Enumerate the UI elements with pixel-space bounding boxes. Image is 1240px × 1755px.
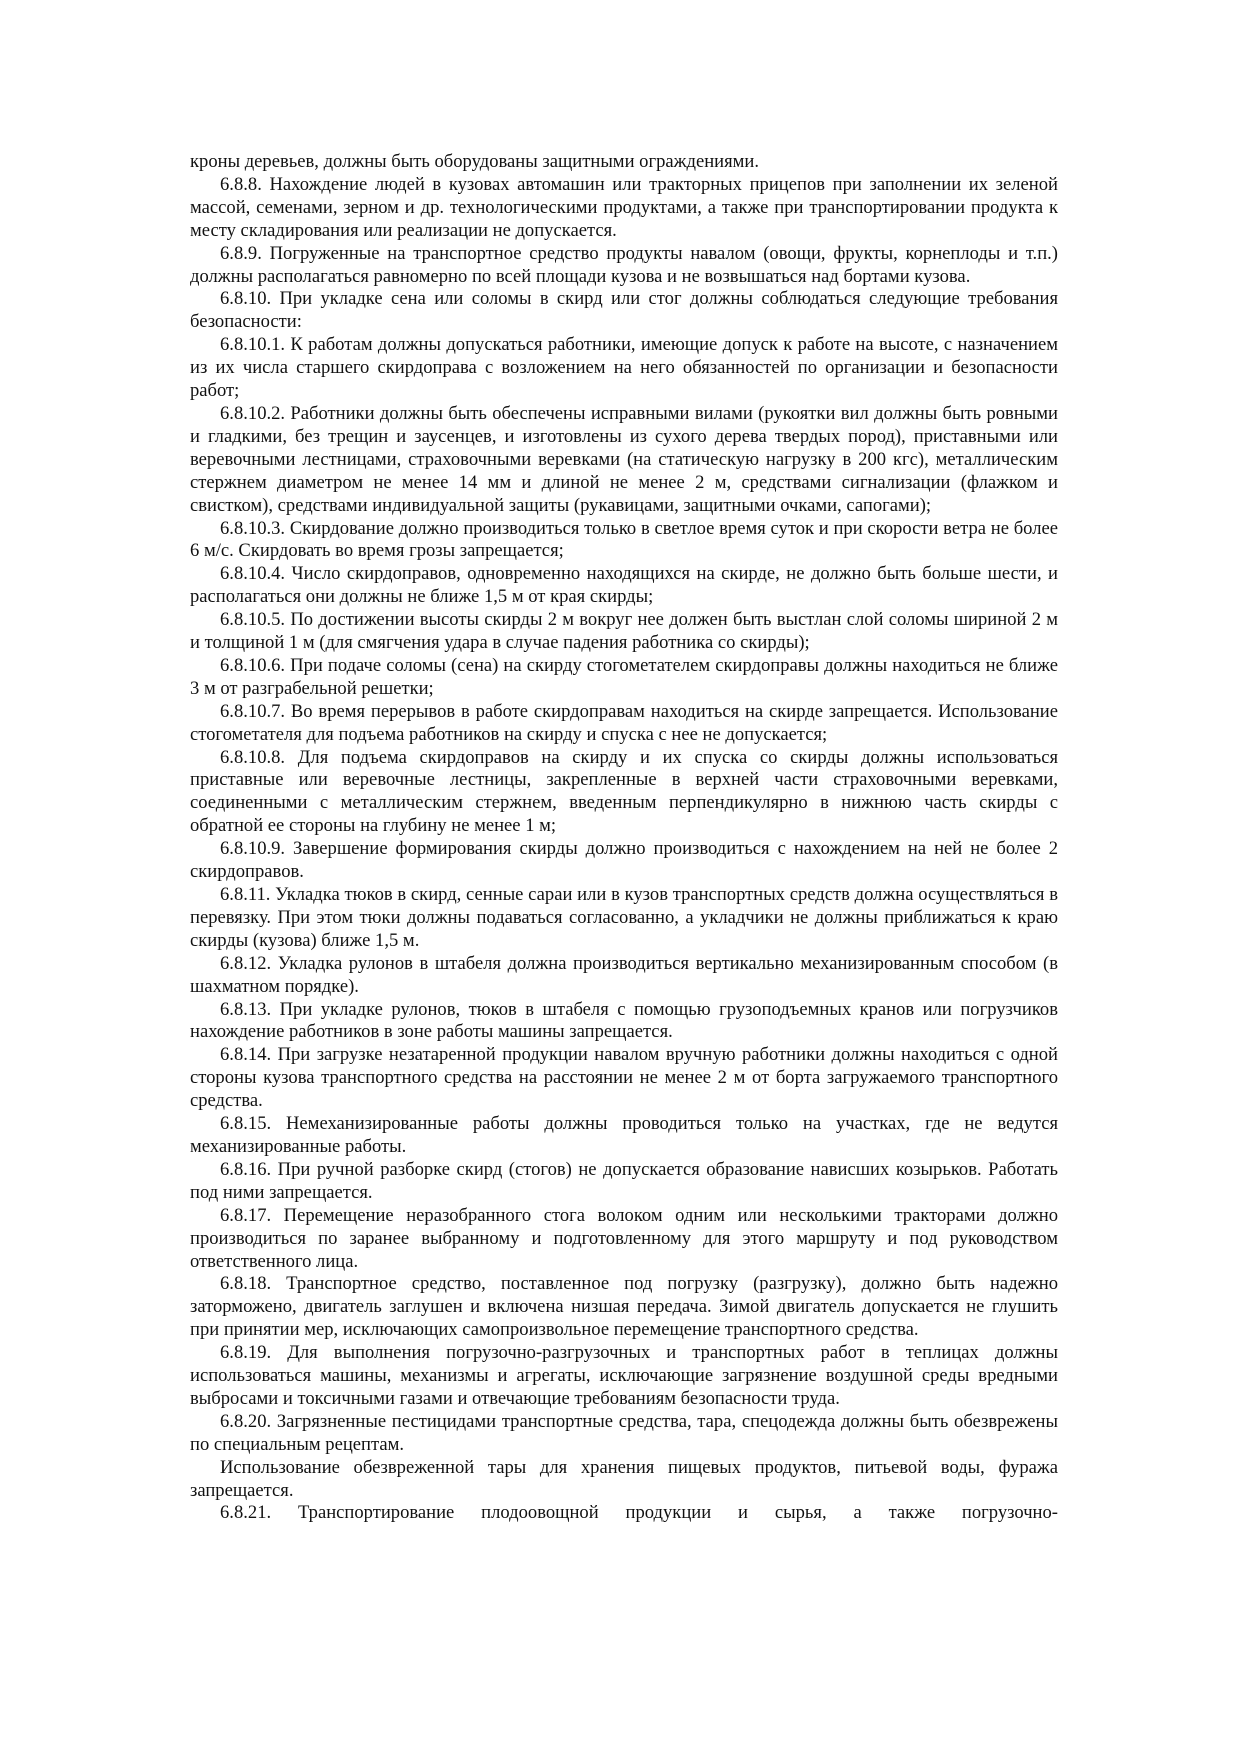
paragraph-6-8-11: 6.8.11. Укладка тюков в скирд, сенные сараи или в кузов транспортных средств должна осуществляться в перевязку. При этом тюки должны подаваться согласованно, а укладчики не должны приближаться к краю скирды (кузова) ближе 1,5 м. — [190, 884, 1058, 951]
paragraph-6-8-20: 6.8.20. Загрязненные пестицидами транспортные средства, тара, спецодежда должны быть обезврежены по специальным рецептам. — [190, 1410, 1058, 1455]
paragraph-6-8-15: 6.8.15. Немеханизированные работы должны проводиться только на участках, где не ведутся механизированные работы. — [190, 1113, 1058, 1157]
paragraph-6-8-10-8: 6.8.10.8. Для подъема скирдоправов на скирду и их спуска со скирды должны использоваться приставные или веревочные лестницы, закрепленные в верхней части страховочными веревками, соединенными с металлическим стержнем, введенным перпендикулярно в нижнюю часть скирды с обратной ее стороны на глубину не менее 1 м; — [190, 746, 1058, 837]
paragraph-6-8-18: 6.8.18. Транспортное средство, поставленное под погрузку (разгрузку), должно быть надежно заторможено, двигатель заглушен и включена низшая передача. Зимой двигатель допускается не глушить при принятии мер, исключающих самопроизвольное перемещение транспортного средства. — [190, 1273, 1058, 1341]
paragraph-6-8-8: 6.8.8. Нахождение людей в кузовах автомашин или тракторных прицепов при заполнении их зеленой массой, семенами, зерном и др. технологическими продуктами, а также при транспортировании продукта к месту складирования или реализации не допускается. — [190, 173, 1058, 241]
paragraph-6-8-10-1: 6.8.10.1. К работам должны допускаться работники, имеющие допуск к работе на высоте, с назначением из их числа старшего скирдоправа с возложением на него обязанностей по организации и безопасности работ; — [190, 334, 1058, 402]
paragraph-6-8-10-3: 6.8.10.3. Скирдование должно производиться только в светлое время суток и при скорости ветра не более 6 м/с. Скирдовать во время грозы запрещается; — [190, 517, 1058, 562]
paragraph-6-8-16: 6.8.16. При ручной разборке скирд (стогов) не допускается образование нависших козырьков. Работать под ними запрещается. — [190, 1158, 1058, 1203]
document-page — [190, 151, 1058, 1525]
paragraph-6-8-17: 6.8.17. Перемещение неразобранного стога волоком одним или несколькими тракторами должно производиться по заранее выбранному и подготовленному для этого маршруту и под руководством ответственного лица. — [190, 1204, 1058, 1272]
paragraph-6-8-10-9: 6.8.10.9. Завершение формирования скирды должно производиться с нахождением на ней не более 2 скирдоправов. — [190, 838, 1058, 883]
paragraph: кроны деревьев, должны быть оборудованы защитными ограждениями. — [190, 151, 760, 172]
paragraph-6-8-10-7: 6.8.10.7. Во время перерывов в работе скирдоправам находиться на скирде запрещается. Использование стогометателя для подъема работников на скирду и спуска с нее не допускается; — [190, 700, 1058, 745]
paragraph-6-8-12: 6.8.12. Укладка рулонов в штабеля должна производиться вертикально механизированным способом (в шахматном порядке). — [190, 952, 1058, 997]
paragraph-6-8-10-5: 6.8.10.5. По достижении высоты скирды 2 м вокруг нее должен быть выстлан слой соломы шириной 2 м и толщиной 1 м (для смягчения удара в случае падения работника со скирды); — [190, 609, 1058, 654]
paragraph-6-8-9: 6.8.9. Погруженные на транспортное средство продукты навалом (овощи, фрукты, корнеплоды и т.п.) должны располагаться равномерно по всей площади кузова и не возвышаться над бортами кузова. — [190, 242, 1058, 287]
paragraph-6-8-19: 6.8.19. Для выполнения погрузочно-разгрузочных и транспортных работ в теплицах должны использоваться машины, механизмы и агрегаты, исключающие загрязнение воздушной среды вредными выбросами и токсичными газами и отвечающие требованиям безопасности труда. — [190, 1342, 1058, 1409]
paragraph-6-8-14: 6.8.14. При загрузке незатаренной продукции навалом вручную работники должны находиться с одной стороны кузова транспортного средства на расстоянии не менее 2 м от борта загружаемого транспортного средства. — [190, 1044, 1058, 1112]
paragraph-6-8-10: 6.8.10. При укладке сена или соломы в скирд или стог должны соблюдаться следующие требования безопасности: — [190, 288, 1058, 333]
paragraph-6-8-13: 6.8.13. При укладке рулонов, тюков в штабеля с помощью грузоподъемных кранов или погрузчиков нахождение работников в зоне работы машины запрещается. — [190, 998, 1058, 1043]
paragraph-6-8-10-6: 6.8.10.6. При подаче соломы (сена) на скирду стогометателем скирдоправы должны находиться не ближе 3 м от разграбельной решетки; — [190, 654, 1058, 699]
paragraph-6-8-10-4: 6.8.10.4. Число скирдоправов, одновременно находящихся на скирде, не должно быть больше шести, и располагаться они должны не ближе 1,5 м от края скирды; — [190, 563, 1058, 608]
paragraph-6-8-21: 6.8.21. Транспортирование плодоовощной продукции и сырья, а также погрузочно- — [220, 1502, 1058, 1524]
paragraph-6-8-10-2: 6.8.10.2. Работники должны быть обеспечены исправными вилами (рукоятки вил должны быть ровными и гладкими, без трещин и заусенцев, и изготовлены из сухого дерева твердых пород), приставными или веревочными лестницами, страховочными веревками (на статическую нагрузку в 200 кгс), металлическим стержнем диаметром не менее 14 мм и длиной не менее 2 м, средствами сигнализации (флажком и свистком), средствами индивидуальной защиты (рукавицами, защитными очками, сапогами); — [190, 402, 1058, 516]
paragraph-6-8-20-note: Использование обезвреженной тары для хранения пищевых продуктов, питьевой воды, фуража запрещается. — [190, 1456, 1058, 1501]
